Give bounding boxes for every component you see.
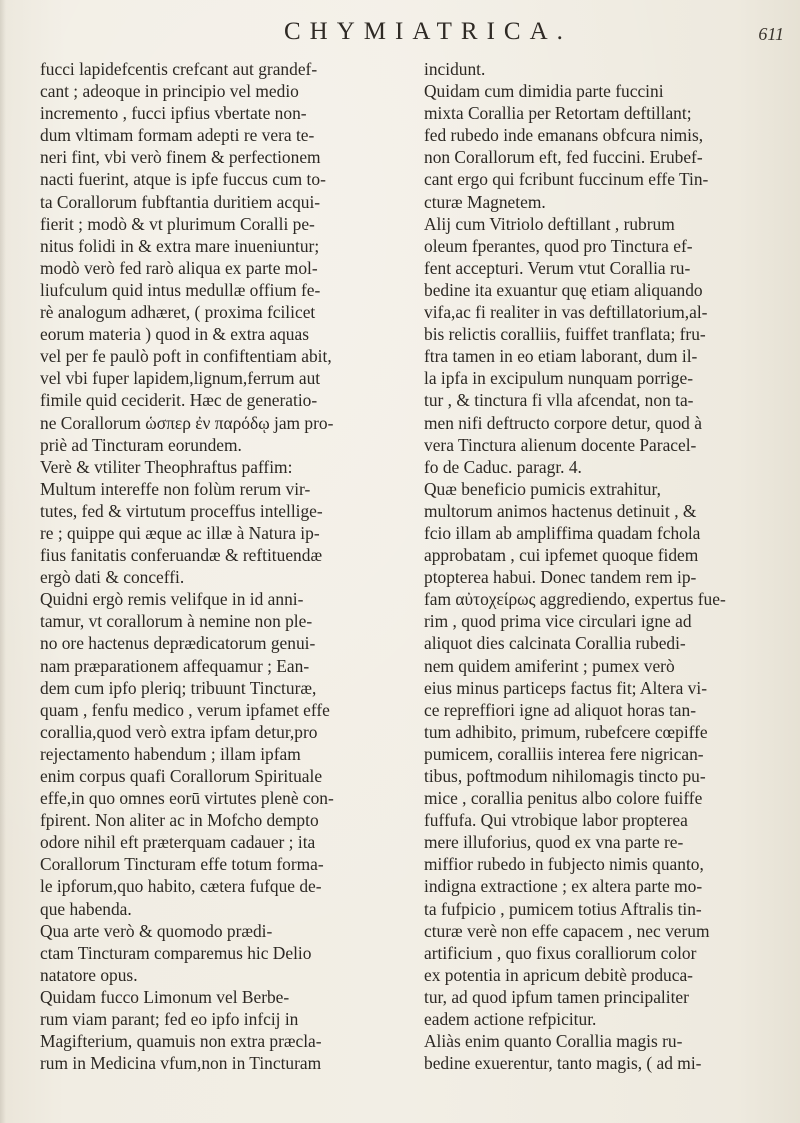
text-line: nem quidem amiferint ; pumex verò [424,655,675,676]
text-line: fucci lapidefcentis crefcant aut grandef- [40,59,318,79]
text-line: rim , quod prima vice circulari igne ad [424,611,692,632]
text-line: fo de Caduc. paragr. 4. [424,456,582,477]
text-line: mice , corallia penitus albo colore fuiffe [424,788,703,809]
text-line: Quidam cum dimidia parte fuccini [424,81,664,102]
text-line: nitus folidi in & extra mare inueniuntur; [40,235,320,256]
text-line: bedine exuerentur, tanto magis, ( ad mi- [424,1053,702,1074]
text-line: Corallorum Tincturam effe totum forma- [40,854,324,875]
text-line: oleum fperantes, quod pro Tinctura ef- [424,235,693,256]
text-line: priè ad Tincturam eorundem. [40,434,242,455]
text-line: cant ergo qui fcribunt fuccinum effe Tin- [424,169,709,190]
text-line: nacti fuerint, atque is ipfe fuccus cum to- [40,169,326,190]
left-text-column [40,58,400,1074]
text-line: no ore hactenus deprædicatorum genui- [40,633,316,654]
text-line: effe,in quo omnes eorū virtutes plenè con- [40,788,334,809]
text-line: enim corpus quafi Corallorum Spirituale [40,766,323,786]
text-line: mere illuforius, quod ex vna parte re- [424,832,684,853]
text-line: fuffufa. Qui vtrobique labor propterea [424,810,688,831]
text-line: fent accepturi. Verum vtut Corallia ru- [424,257,691,278]
running-title: CHYMIATRICA. [284,18,572,45]
text-line: fam αὐτοχείρως aggrediendo, expertus fue- [424,589,726,610]
text-line: Verè & vtiliter Theophraftus paffim: [40,456,293,477]
text-line: ta fufpicio , pumicem totius Aftralis tin- [424,898,702,919]
text-line: Alij cum Vitriolo deftillant , rubrum [424,213,675,234]
text-line: pumicem, coralliis interea fere nigrican- [424,743,704,764]
text-line: eius minus particeps factus fit; Altera vi- [424,677,708,698]
text-line: incidunt. [424,59,486,79]
text-line: la ipfa in excipulum nunquam porrige- [424,368,693,389]
text-line: rejectamento habendum ; illam ipfam [40,743,301,764]
text-line: bis relictis coralliis, fuiffet tranflata; fru- [424,324,706,345]
text-line: vel per fe paulò poft in confiftentiam abit, [40,346,332,367]
text-line: tutes, fed & virtutum proceffus intellige- [40,500,323,521]
text-line: quam , fenfu medico , verum ipfamet effe [40,699,330,720]
text-line: tum adhibito, primum, rubefcere cœpiffe [424,721,708,742]
text-line: cant ; adeoque in principio vel medio [40,81,299,102]
text-line: corallia,quod verò extra ipfam detur,pro [40,721,318,742]
text-line: rè analogum adhæret, ( proxima fcilicet [40,302,316,323]
text-line: Quæ beneficio pumicis extrahitur, [424,478,661,499]
page-header [284,18,784,58]
text-line: ptopterea habui. Donec tandem rem ip- [424,567,697,588]
text-line: Quidam fucco Limonum vel Berbe- [40,986,290,1007]
text-line: modò verò fed rarò aliqua ex parte mol- [40,257,318,278]
page-gutter-shadow [0,0,6,1123]
text-line: eadem actione refpicitur. [424,1009,597,1030]
page-number: 611 [758,24,784,44]
text-line: Qua arte verò & quomodo prædi- [40,920,273,941]
text-line: fed rubedo inde emanans obfcura nimis, [424,125,704,146]
text-line: ctam Tincturam comparemus hic Delio [40,942,312,963]
right-text-column [424,58,780,1074]
text-line: mixta Corallia per Retortam deftillant; [424,103,692,124]
text-line: bedine ita exuantur quę etiam aliquando [424,279,703,300]
text-line: liufculum quid intus medullæ offium fe- [40,279,321,300]
text-line: men nifi deftructo corpore detur, quod à [424,412,702,433]
text-line: Multum intereffe non folùm rerum vir- [40,478,311,499]
text-line: fierit ; modò & vt plurimum Coralli pe- [40,213,315,234]
text-line: ne Corallorum ὡσπερ ἐν παρόδῳ jam pro- [40,412,334,433]
text-line: tur, ad quod ipfum tamen principaliter [424,986,689,1007]
text-line: dum vltimam formam adepti re vera te- [40,125,315,146]
text-line: natatore opus. [40,964,138,985]
text-line: fpirent. Non aliter ac in Mofcho dempto [40,810,319,831]
text-line: odore nihil eft præterquam cadauer ; ita [40,832,316,853]
text-line: Magifterium, quamuis non extra præcla- [40,1031,322,1052]
text-line: fius fanitatis conferuandæ & reftituendæ [40,545,323,566]
text-line: non Corallorum eft, fed fuccini. Erubef- [424,147,703,168]
text-line: vifa,ac fi realiter in vas deftillatorium,al- [424,302,708,323]
text-line: vel vbi fuper lapidem,lignum,ferrum aut [40,368,321,389]
text-line: tur , & tinctura fi vlla afcendat, non ta- [424,390,694,411]
text-line: le ipforum,quo habito, cætera fufque de- [40,876,322,897]
text-line: ta Corallorum fubftantia duritiem acqui- [40,191,321,212]
text-line: miffior rubedo in fubjecto nimis quanto, [424,854,704,875]
text-line: incremento , fucci ipfius vbertate non- [40,103,307,124]
text-line: tibus, poftmodum nihilomagis tincto pu- [424,766,706,786]
text-line: re ; quippe qui æque ac illæ à Natura ip- [40,522,320,543]
text-line: fcio illam ab ampliffima quadam fchola [424,522,701,543]
text-line: ergò dati & conceffi. [40,567,185,588]
text-line: multorum animos hactenus detinuit , & [424,500,697,521]
text-line: nam præparationem affequamur ; Ean- [40,655,310,676]
text-line: ce repreffiori igne ad aliquot horas tan- [424,699,697,720]
text-line: Quidni ergò remis velifque in id anni- [40,589,304,610]
text-line: dem cum ipfo pleriq; tribuunt Tincturæ, [40,677,317,698]
text-line: vera Tinctura alienum docente Paracel- [424,434,697,455]
text-line: indigna extractione ; ex altera parte mo- [424,876,703,897]
text-line: que habenda. [40,898,132,919]
text-line: approbatam , cui ipfemet quoque fidem [424,545,699,566]
text-line: cturæ verè non effe capacem , nec verum [424,920,710,941]
text-line: tamur, vt corallorum à nemine non ple- [40,611,313,632]
text-line: eorum materia ) quod in & extra aquas [40,324,309,345]
text-line: artificium , quo fixus coralliorum color [424,942,697,963]
text-line: fimile quid ceciderit. Hæc de generatio- [40,390,318,411]
text-line: cturæ Magnetem. [424,191,546,212]
text-line: ftra tamen in eo etiam laborant, dum il- [424,346,698,367]
text-line: ex potentia in apricum debitè produca- [424,964,693,985]
text-line: rum viam parant; fed eo ipfo infcij in [40,1009,299,1030]
text-line: neri fint, vbi verò finem & perfectionem [40,147,321,168]
text-line: Aliàs enim quanto Corallia magis ru- [424,1031,683,1052]
text-line: rum in Medicina vfum,non in Tincturam [40,1053,322,1074]
text-line: aliquot dies calcinata Corallia rubedi- [424,633,686,654]
